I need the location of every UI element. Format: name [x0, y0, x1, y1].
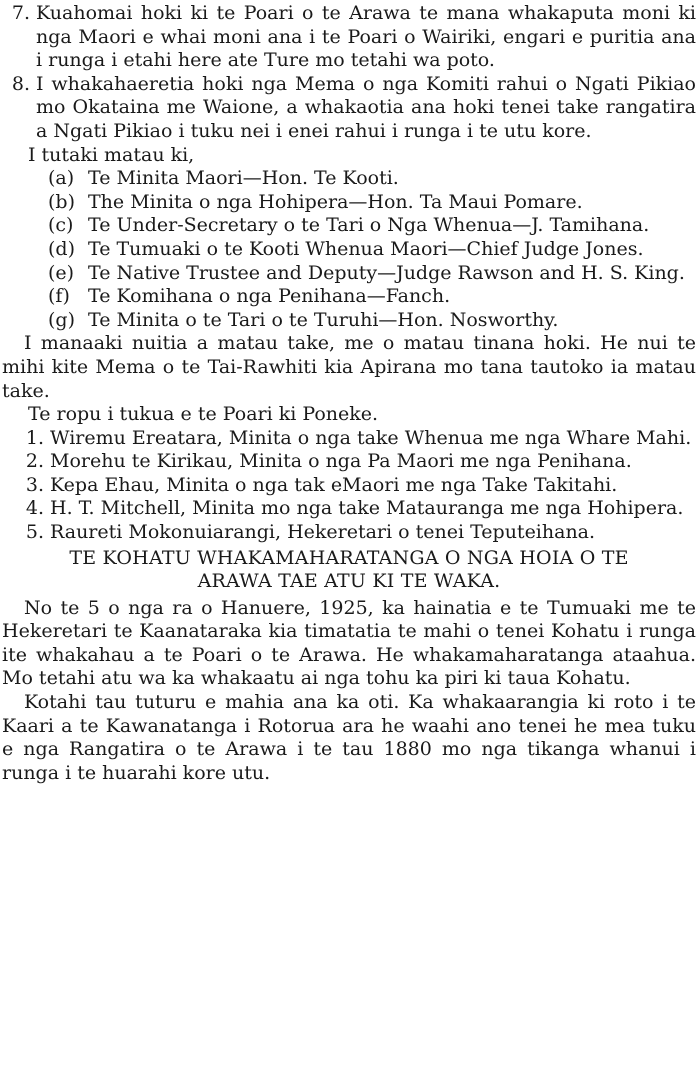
- visited-label: (d): [48, 237, 75, 260]
- visited-item-a: [2, 167, 696, 191]
- delegation-intro: Te ropu i tukua e te Poari ki Poneke.: [28, 403, 379, 426]
- list-item-8: [2, 73, 696, 144]
- visited-text: Te Minita o te Tari o te Turuhi—Hon. Nosworthy.: [88, 308, 559, 331]
- delegation-text: H. T. Mitchell, Minita mo nga take Matauranga me nga Hohipera.: [50, 497, 684, 520]
- item-text: Kuahomai hoki ki te Poari o te Arawa te mana whakaputa moni ki nga Maori e whai moni ana i te Poari o Wairiki, engari e puritia ana i runga i etahi here ate Ture mo tetahi wa poto.: [36, 2, 696, 72]
- visited-label: (c): [48, 214, 74, 237]
- delegation-item-4: [2, 497, 696, 521]
- visited-label: (g): [48, 308, 75, 331]
- delegation-number: 2.: [25, 450, 44, 473]
- visited-label: (f): [48, 285, 70, 308]
- delegation-number: 5.: [25, 521, 44, 544]
- visited-item-b: [2, 191, 696, 215]
- delegation-text: Wiremu Ereatara, Minita o nga take Whenua me nga Whare Mahi.: [50, 426, 692, 449]
- delegation-item-5: [2, 521, 696, 545]
- item-number: 8.: [11, 72, 30, 95]
- visited-text: Te Under-Secretary o te Tari o Nga Whenua—J. Tamihana.: [88, 214, 650, 237]
- visited-text: The Minita o nga Hohipera—Hon. Ta Maui Pomare.: [88, 190, 583, 213]
- visited-label: (b): [48, 190, 75, 213]
- delegation-item-3: [2, 474, 696, 498]
- visited-item-d: [2, 238, 696, 262]
- visited-text: Te Minita Maori—Hon. Te Kooti.: [88, 167, 399, 190]
- section-heading: [2, 547, 696, 593]
- visited-item-g: [2, 309, 696, 333]
- visited-item-e: [2, 262, 696, 286]
- list-item-7: [2, 2, 696, 73]
- heading-line-1: TE KOHATU WHAKAMAHARATANGA O NGA HOIA O TE: [69, 546, 629, 569]
- delegation-number: 4.: [25, 497, 44, 520]
- thanks-paragraph: I manaaki nuitia a matau take, me o matau tinana hoki. He nui te mihi kite Mema o te Tai-Rawhiti kia Apirana mo tana tautoko ia matau take.: [2, 332, 696, 402]
- visited-label: (e): [48, 261, 75, 284]
- delegation-number: 3.: [25, 473, 44, 496]
- delegation-number: 1.: [25, 426, 44, 449]
- visited-item-f: [2, 285, 696, 309]
- item-number: 7.: [11, 2, 30, 24]
- visited-label: (a): [48, 167, 75, 190]
- body-paragraph-2: Kotahi tau tuturu e mahia ana ka oti. Ka whakaarangia ki roto i te Kaari a te Kawanatanga i Rotorua ara he waahi ano tenei he mea tuku e nga Rangatira o te Arawa i te tau 1880 mo nga tikanga whanui i runga i te huarahi kore utu.: [2, 691, 696, 784]
- delegation-text: Kepa Ehau, Minita o nga tak eMaori me nga Take Takitahi.: [50, 473, 618, 496]
- visited-intro: I tutaki matau ki,: [28, 143, 195, 166]
- visited-text: Te Tumuaki o te Kooti Whenua Maori—Chief Judge Jones.: [88, 237, 644, 260]
- visited-item-c: [2, 214, 696, 238]
- delegation-item-1: [2, 427, 696, 451]
- visited-text: Te Komihana o nga Penihana—Fanch.: [88, 285, 451, 308]
- delegation-text: Morehu te Kirikau, Minita o nga Pa Maori me nga Penihana.: [50, 450, 632, 473]
- visited-text: Te Native Trustee and Deputy—Judge Rawson and H. S. King.: [88, 261, 685, 284]
- body-paragraph-1: No te 5 o nga ra o Hanuere, 1925, ka hainatia e te Tumuaki me te Hekeretari te Kaanataraka kia timatatia te mahi o tenei Kohatu i runga ite whakahau a te Poari o te Arawa. He whakamaharatanga ataahua. Mo tetahi atu wa ka whakaatu ai nga tohu ka piri ki taua Kohatu.: [2, 596, 696, 690]
- delegation-text: Raureti Mokonuiarangi, Hekeretari o tenei Teputeihana.: [50, 521, 596, 544]
- heading-line-2: ARAWA TAE ATU KI TE WAKA.: [197, 569, 501, 592]
- delegation-item-2: [2, 450, 696, 474]
- item-text: I whakahaeretia hoki nga Mema o nga Komiti rahui o Ngati Pikiao mo Okataina me Waione, a whakaotia ana hoki tenei take rangatira a Ngati Pikiao i tuku nei i enei rahui i runga i te utu kore.: [36, 72, 696, 142]
